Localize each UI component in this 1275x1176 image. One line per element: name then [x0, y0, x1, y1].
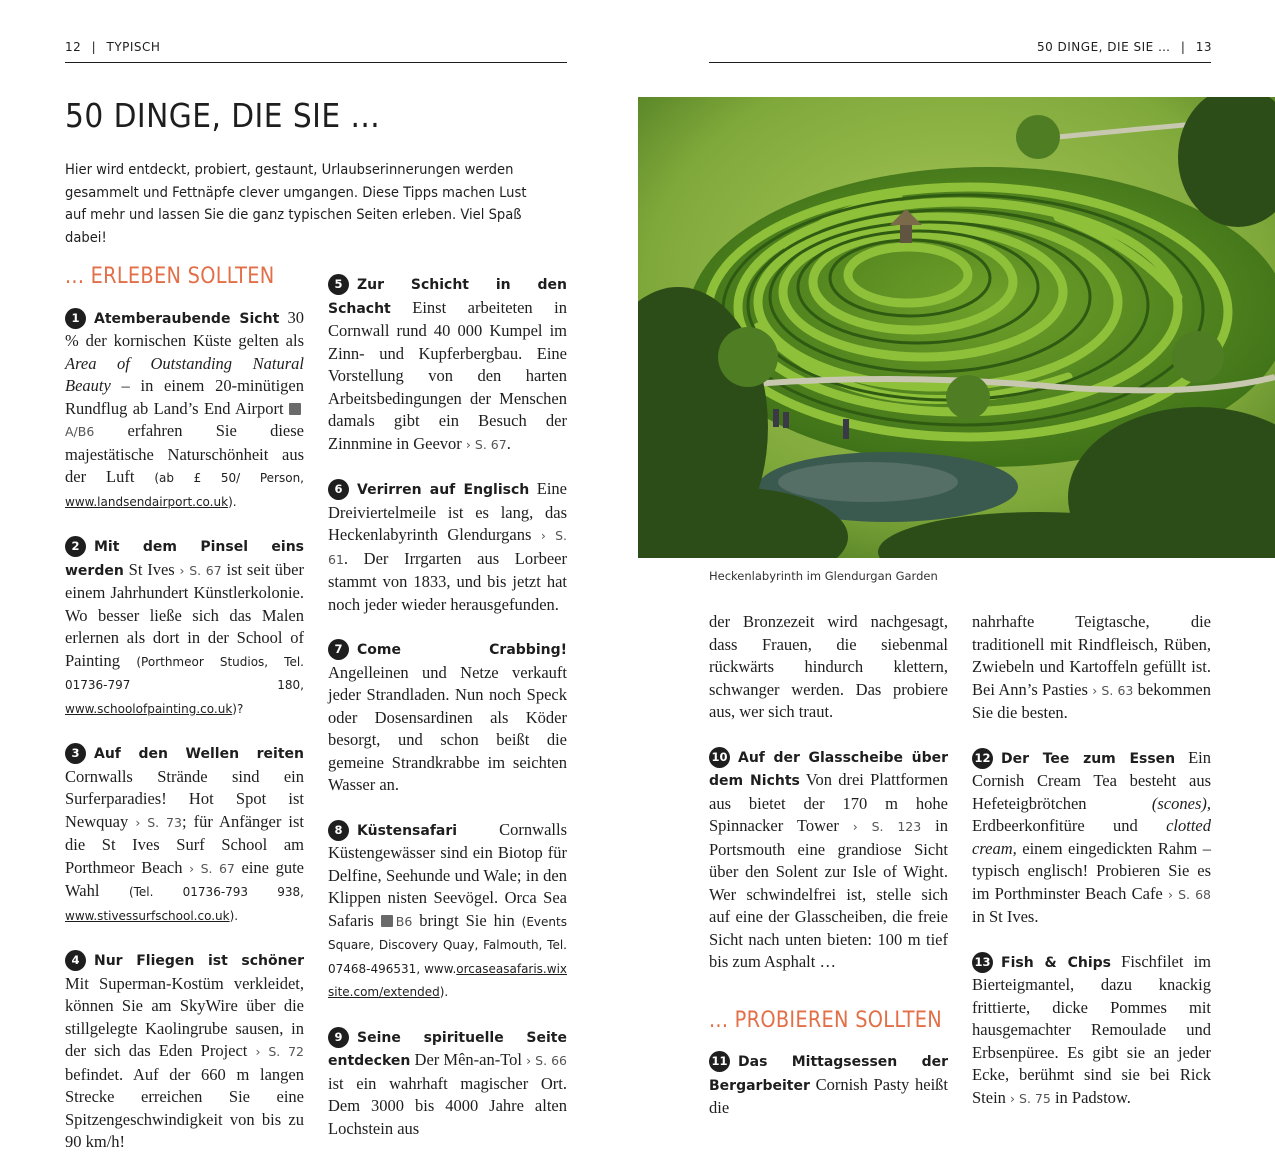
tip-number-badge: 11: [709, 1051, 730, 1072]
tip-title: Fish & Chips: [1001, 954, 1112, 971]
tip-title: Zur Schicht in den Schacht: [328, 277, 567, 317]
right-page-number: 13: [1195, 40, 1212, 54]
tip-7: 7 Come Crabbing! Angelleinen und Netze verkauft jeder Strandladen. Nun noch Speck oder Dosensardinen als Köder besorgt, und schon beißt die gemeine Strandkrabbe im seichten Wasser an.: [328, 638, 567, 797]
column-4: [972, 611, 1211, 1132]
tip-number-badge: 12: [972, 748, 993, 769]
page-reference[interactable]: › S. 67: [179, 562, 222, 578]
tip-4: 4 Nur Fliegen ist schöner Mit Superman-Kostüm verkleidet, können Sie am SkyWire über die stillgelegte Kaolingrube sausen, in der sich das Eden Project › S. 72 befindet. Auf der 660 m langen Strecke erreichen Sie eine Spitzengeschwindigkeit von bis zu 90 km/h!: [65, 949, 304, 1154]
tip-title: Atemberaubende Sicht: [94, 310, 280, 327]
tip-9-continued: der Bronzezeit wird nachgesagt, dass Frauen, die siebenmal rückwärts hindurch klettern, schwanger werden. Das probiere aus, wer sich traut.: [709, 612, 948, 721]
left-header-rule: [65, 62, 567, 63]
website-link[interactable]: www.schoolofpainting.co.uk: [65, 701, 233, 716]
page-reference[interactable]: › S. 63: [1092, 682, 1134, 698]
tip-number-badge: 1: [65, 308, 86, 329]
page-reference[interactable]: › S. 68: [1168, 886, 1211, 902]
column-2: [328, 273, 567, 1162]
tip-6: 6 Verirren auf Englisch Eine Dreiviertelmeile ist es lang, das Heckenlabyrinth Glendurgans › S. 61. Der Irrgarten aus Lorbeer stammt von 1833, und bis jetzt hat noch jeder wieder herausgefunden.: [328, 479, 567, 614]
tip-title: Das Mittagsessen der Bergarbeiter: [709, 1054, 948, 1094]
map-reference: A/B6: [65, 424, 95, 439]
map-icon: [289, 403, 301, 415]
gazebo-post: [900, 225, 912, 243]
website-link[interactable]: orcaseasafaris.wixsite.com/extended: [328, 961, 567, 999]
tip-5: 5 Zur Schicht in den Schacht Einst arbeiteten in Cornwall rund 40 000 Kumpel im Zinn- und Kupferbergbau. Eine Vorstellung von den harten Arbeitsbedingungen der Menschen damals gibt ein Besuch der Zinnmine in Geevor › S. 67.: [328, 273, 567, 456]
tip-number-badge: 5: [328, 274, 349, 295]
tip-13: 13 Fish & Chips Fischfilet im Bierteigmantel, dazu knackig frittierte, dicke Pommes mit hausgemachter Remoulade und Erbsenpüree. Es gibt sie an jeder Ecke, berühmt sind sie bei Rick Stein › S. 75 in Padstow.: [972, 951, 1212, 1107]
tip-number-badge: 4: [65, 950, 86, 971]
tip-title: Küstensafari: [357, 822, 458, 839]
photo-caption: Heckenlabyrinth im Glendurgan Garden: [709, 569, 938, 583]
tip-3: 3 Auf den Wellen reiten Cornwalls Strände sind ein Surferparadies! Hot Spot ist Newquay › S. 73; für Anfänger ist die St Ives Surf School am Porthmeor Beach › S. 67 eine gute Wahl (Tel. 01736-793 938, www.stivessurfschool.co.uk).: [65, 742, 304, 927]
section-heading-probieren: ... PROBIEREN SOLLTEN: [709, 1007, 943, 1033]
tip-title: Mit dem Pinsel eins werden: [65, 539, 304, 579]
map-reference: B6: [395, 913, 413, 929]
tip-number-badge: 2: [65, 536, 86, 557]
page-reference[interactable]: › S. 75: [1010, 1090, 1051, 1106]
tip-number-badge: 7: [328, 639, 349, 660]
tip-title: Verirren auf Englisch: [357, 482, 530, 498]
tip-8: 8 Küstensafari Cornwalls Küstengewässer sind ein Biotop für Delfine, Seehunde und Wale; in den Klippen nisten Seevögel. Orca Sea Safaris B6 bringt Sie hin (Events Square, Discovery Quay, Falmouth, Tel. 07468-496531, www.orcaseasafaris.wixsite.com/extended).: [328, 819, 567, 999]
tip-number-badge: 6: [328, 479, 349, 500]
tip-title: Come Crabbing!: [357, 642, 567, 658]
tip-number-badge: 3: [65, 743, 86, 764]
tip-title: Auf der Glasscheibe über dem Nichts: [709, 749, 948, 789]
page-title: 50 DINGE, DIE SIE ...: [65, 96, 381, 135]
page-reference[interactable]: › S. 67: [189, 860, 235, 876]
tip-number-badge: 9: [328, 1027, 349, 1048]
map-icon: [381, 915, 393, 927]
right-running-header: 50 DINGE, DIE SIE … | 13: [1036, 40, 1212, 54]
hedge-maze-photo: [638, 97, 1275, 558]
column-1: [65, 266, 304, 1176]
page-reference[interactable]: › S. 66: [526, 1053, 567, 1068]
tip-1: 1 Atemberaubende Sicht 30 % der kornischen Küste gelten als Area of Outstanding Natural Beauty – in einem 20-minütigen Rundflug ab Land’s End Airport A/B6 erfahren Sie diese majestätische Naturschönheit aus der Luft (ab £ 50/ Person, www.landsendairport.co.uk).: [65, 307, 304, 509]
tip-title: Seine spirituelle Seite entdecken: [328, 1029, 567, 1069]
tip-12: 12 Der Tee zum Essen Ein Cornish Cream Tea besteht aus Hefeteigbrötchen (scones), Erdbeerkonfitüre und clotted cream, einem eingedickten Rahm – typisch englisch! Probieren Sie es im Porthminster Beach Cafe › S. 68 in St Ives.: [972, 747, 1212, 926]
tip-number-badge: 8: [328, 820, 349, 841]
right-header-rule: [709, 62, 1211, 63]
tip-title: Nur Fliegen ist schöner: [94, 953, 304, 969]
tip-9: 9 Seine spirituelle Seite entdecken Der Mên-an-Tol › S. 66 ist ein wahrhaft magischer Ort. Dem 3000 bis 4000 Jahre alten Lochstein aus: [328, 1026, 567, 1141]
page-reference[interactable]: › S. 61: [328, 528, 567, 567]
page-reference[interactable]: › S. 123: [852, 819, 922, 834]
tip-11: 11 Das Mittagsessen der Bergarbeiter Cornish Pasty heißt die: [709, 1050, 948, 1120]
tip-title: Der Tee zum Essen: [1001, 750, 1176, 767]
page-reference[interactable]: › S. 73: [135, 814, 182, 830]
tip-title: Auf den Wellen reiten: [94, 746, 304, 762]
tip-2: 2 Mit dem Pinsel eins werden St Ives › S. 67 ist seit über einem Jahrhundert Künstlerkolonie. Wo besser ließe sich das Malen erlernen als dort in der School of Painting (Porthmeor Studios, Tel. 01736-797 180, www.schoolofpainting.co.uk)?: [65, 535, 304, 720]
column-3: [709, 611, 948, 1142]
tip-11-continued: nahrhafte Teigtasche, die traditionell mit Rindfleisch, Rüben, Zwiebeln und Kartoffeln gefüllt ist. Bei Ann’s Pasties › S. 63 bekommen Sie die besten.: [972, 612, 1211, 722]
pond-reflection: [778, 462, 958, 502]
page-reference[interactable]: › S. 67: [465, 436, 507, 452]
website-link[interactable]: www.stivessurfschool.co.uk: [65, 908, 230, 923]
left-section-label: TYPISCH: [106, 40, 161, 54]
tip-10: 10 Auf der Glasscheibe über dem Nichts Von drei Plattformen aus bietet der 170 m hohe Spinnacker Tower › S. 123 in Portsmouth eine grandiose Sicht über den Solent zur Isle of Wight. Wer schwindelfrei ist, stelle sich auf eine der Glasscheiben, die freie Sicht nach unten bieten: 100 m tief bis zum Asphalt …: [709, 746, 948, 974]
left-running-header: 12 | TYPISCH: [65, 40, 161, 54]
website-link[interactable]: www.landsendairport.co.uk: [65, 494, 229, 509]
tip-number-badge: 13: [972, 952, 993, 973]
section-heading-erleben: ... ERLEBEN SOLLTEN: [65, 264, 275, 289]
right-section-label: 50 DINGE, DIE SIE …: [1036, 40, 1171, 54]
page-reference[interactable]: › S. 72: [255, 1044, 305, 1059]
intro-text: Hier wird entdeckt, probiert, gestaunt, Urlaubserinnerungen werden gesammelt und Fettnäpfe clever umgangen. Diese Tipps machen Lust auf mehr und lassen Sie die ganz typischen Seiten erleben. Viel Spaß dabei!: [65, 161, 527, 246]
left-page-number: 12: [65, 40, 82, 54]
tip-number-badge: 10: [709, 747, 730, 768]
